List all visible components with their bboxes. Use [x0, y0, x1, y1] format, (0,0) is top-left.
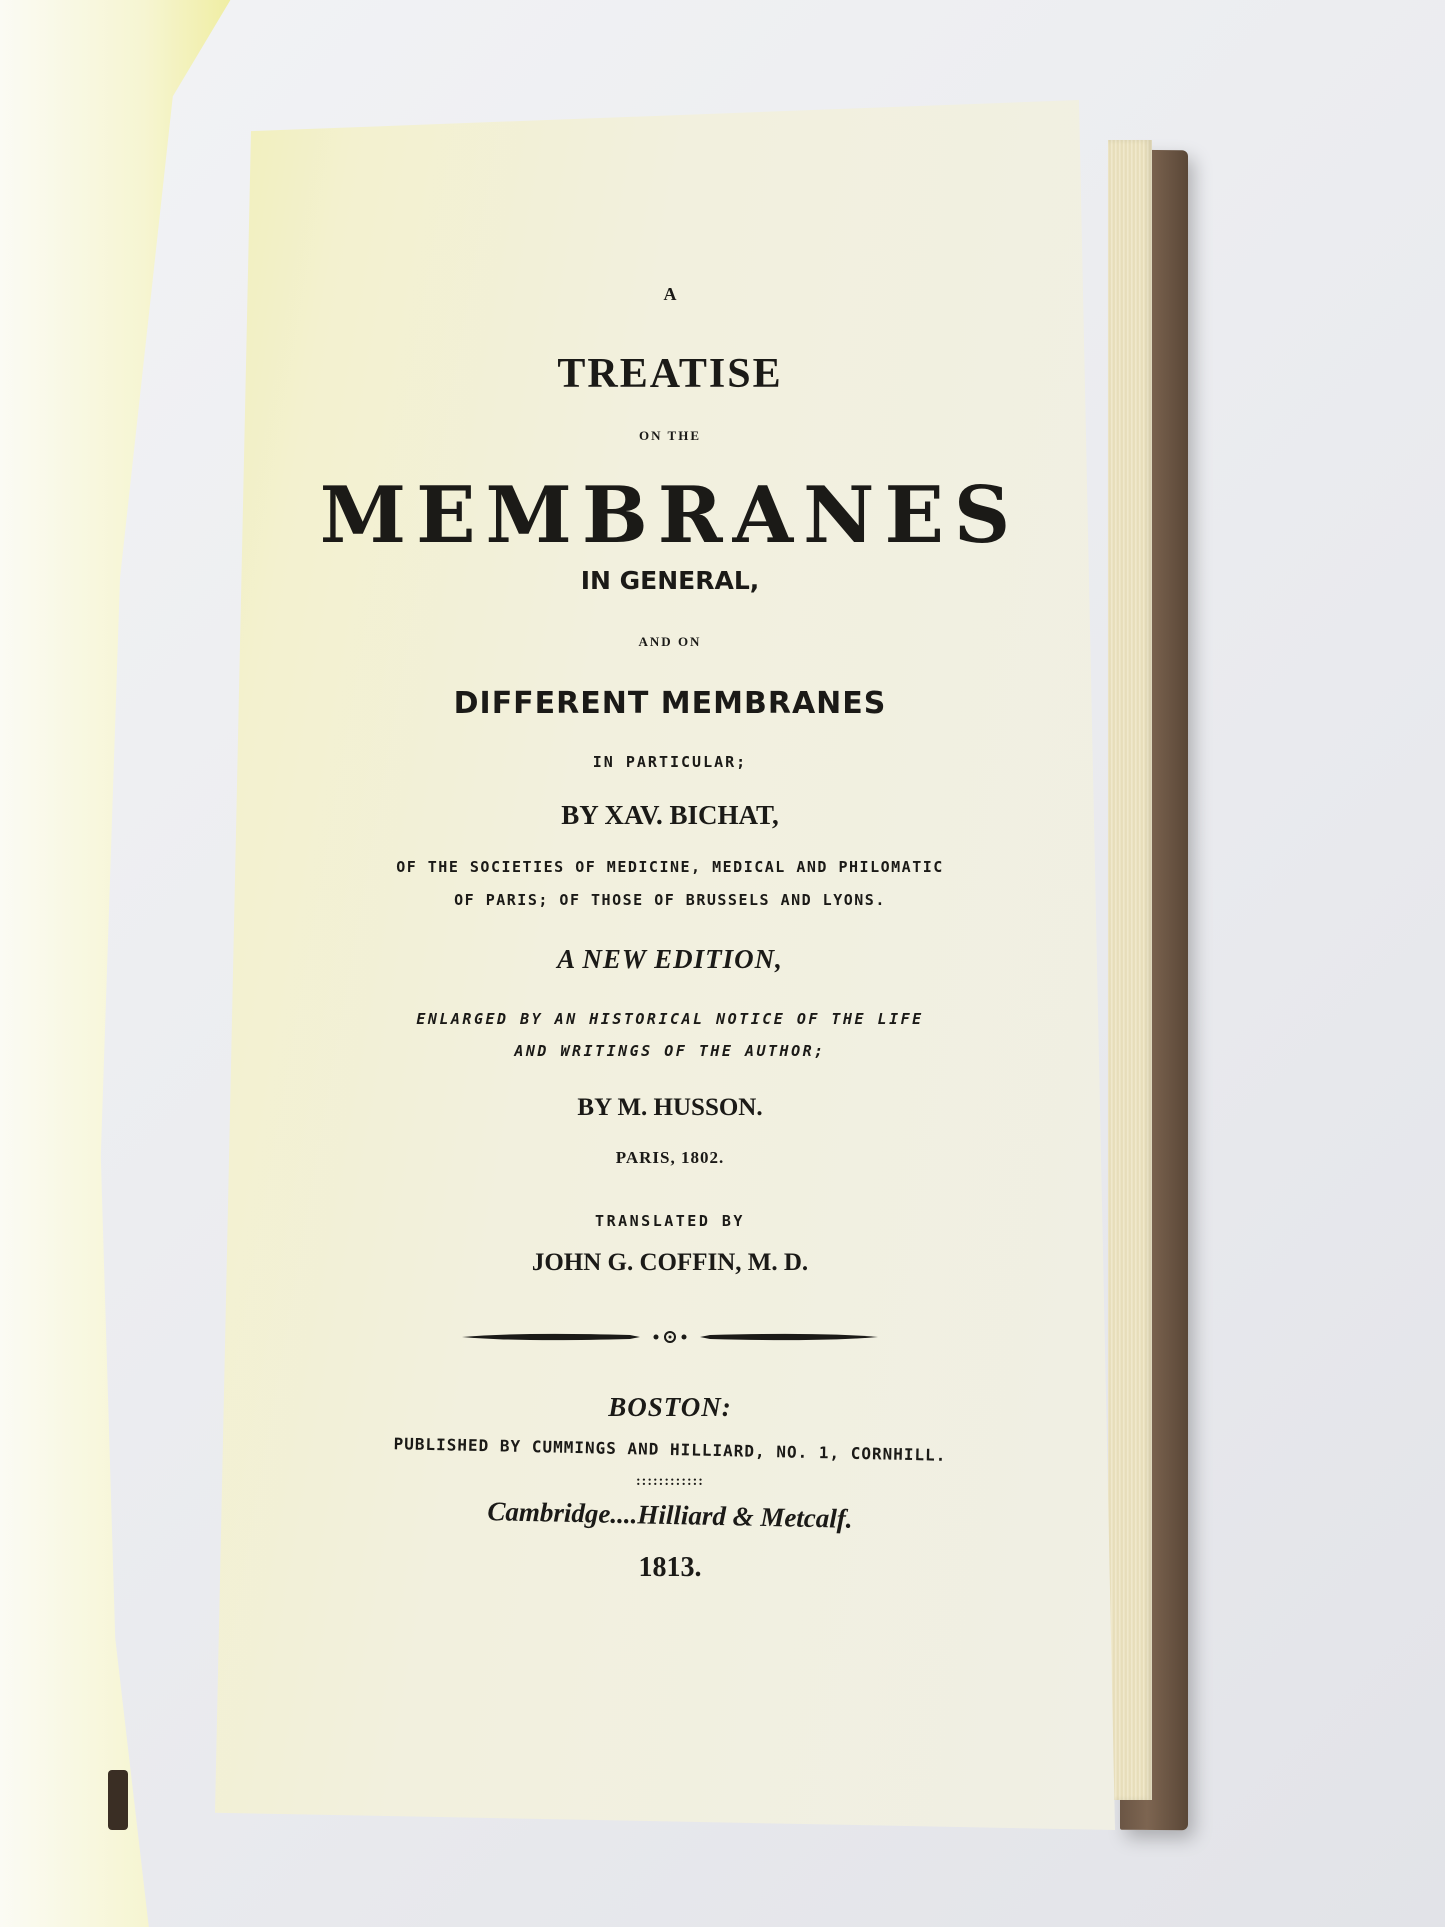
publication-year: 1813. [638, 1552, 702, 1583]
translated-by: TRANSLATED BY [595, 1212, 745, 1230]
publisher-line: PUBLISHED BY CUMMINGS AND HILLIARD, NO. 1, CORNHILL. [393, 1434, 947, 1465]
different-membranes: DIFFERENT MEMBRANES [453, 686, 887, 721]
on-the: ON THE [639, 428, 701, 443]
societies-line-1: OF THE SOCIETIES OF MEDICINE, MEDICAL AND PHILOMATIC [396, 858, 944, 876]
and-on: AND ON [638, 634, 702, 649]
facing-page [0, 0, 240, 1927]
societies-line-2: OF PARIS; OF THOSE OF BRUSSELS AND LYONS. [454, 891, 886, 909]
dotted-rule: :::::::::::: [636, 1474, 704, 1489]
article: A [663, 284, 677, 304]
subject-heading: MEMBRANES [319, 470, 1021, 561]
author-line: BY XAV. BICHAT, [561, 800, 779, 830]
in-general: IN GENERAL, [580, 566, 760, 595]
cambridge-line: Cambridge....Hilliard & Metcalf. [487, 1496, 853, 1534]
page-edges [1108, 140, 1152, 1800]
editor-line: BY M. HUSSON. [577, 1094, 763, 1121]
city: BOSTON: [608, 1392, 732, 1422]
in-particular: IN PARTICULAR; [592, 753, 748, 771]
enlarged-line-1: ENLARGED BY AN HISTORICAL NOTICE OF THE LIFE [416, 1010, 924, 1028]
edition-line: A NEW EDITION, [557, 944, 783, 974]
enlarged-line-2: AND WRITINGS OF THE AUTHOR; [514, 1042, 826, 1060]
paris-date: PARIS, 1802. [615, 1148, 725, 1167]
facing-page-binding [108, 1770, 128, 1830]
ornament-rule-icon [460, 1322, 880, 1352]
title-word: TREATISE [557, 351, 783, 397]
translator-line: JOHN G. COFFIN, M. D. [531, 1249, 809, 1276]
